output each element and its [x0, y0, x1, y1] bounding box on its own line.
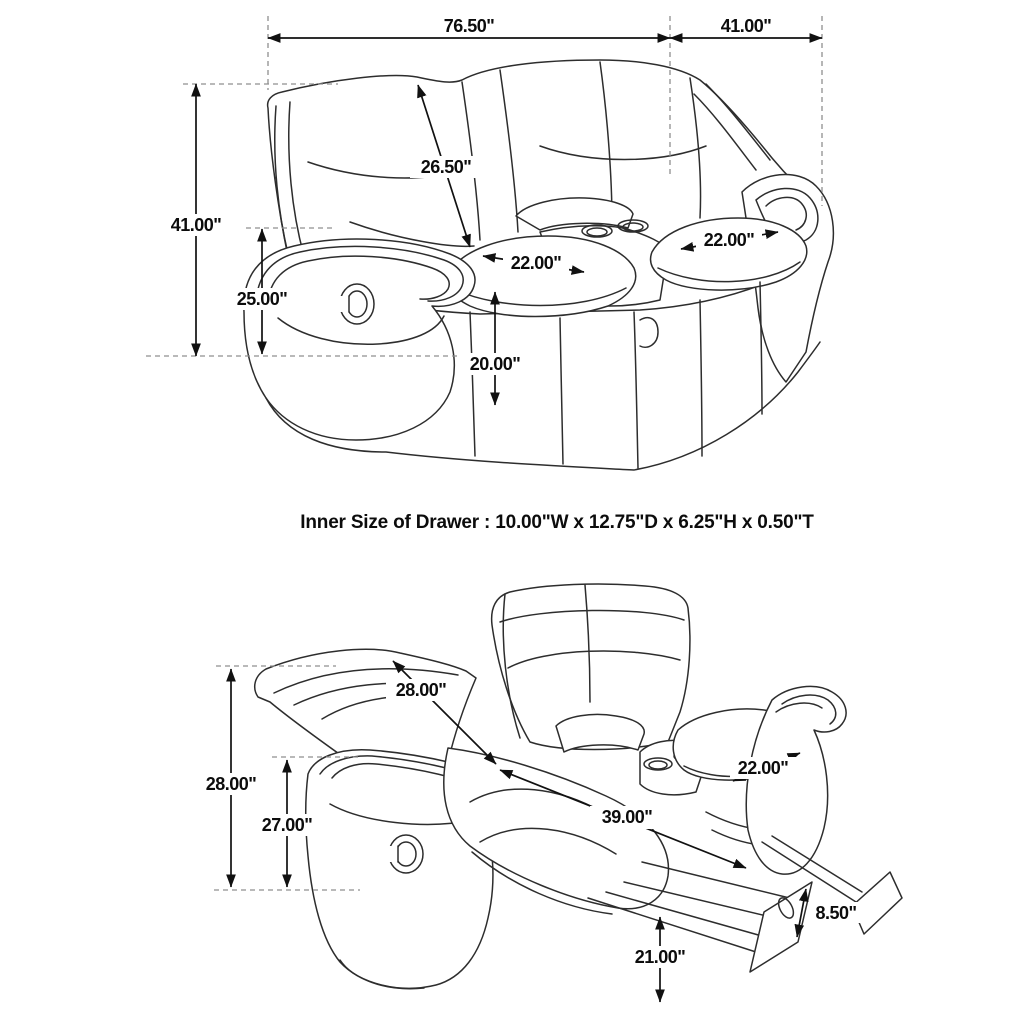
reclined-loveseat-illustration: [255, 584, 902, 989]
right-seat-width-label: 22.00": [703, 230, 755, 250]
reclined-back-height-label: 28.00": [205, 774, 257, 794]
seat-back-height-label: 26.50": [420, 157, 472, 177]
dim-overall-depth: [670, 16, 822, 38]
reclined-seat-width-label: 22.00": [737, 758, 789, 778]
footrest-clearance-label: 21.00": [634, 947, 686, 967]
drawer-size-note: Inner Size of Drawer : 10.00"W x 12.75"D x 6.25"H x 0.50"T: [300, 512, 814, 533]
footrest-height-label: 8.50": [815, 903, 857, 923]
overall-width-label: 76.50": [443, 16, 495, 36]
seat-height-label: 20.00": [469, 354, 521, 374]
reclined-arm-height-label: 27.00": [261, 815, 313, 835]
dim-reclined-back-height: [197, 669, 265, 887]
arm-height-label: 25.00": [236, 289, 288, 309]
left-seat-width-label: 22.00": [510, 253, 562, 273]
dim-reclined-seat-width: [730, 753, 800, 781]
dim-footrest-clearance: [626, 917, 694, 1002]
seat-back-length-label: 28.00": [395, 680, 447, 700]
overall-height-label: 41.00": [170, 215, 222, 235]
dim-overall-width: [268, 16, 670, 38]
dim-overall-height: [162, 84, 230, 356]
reclined-length-label: 39.00": [601, 807, 653, 827]
overall-depth-label: 41.00": [720, 16, 772, 36]
